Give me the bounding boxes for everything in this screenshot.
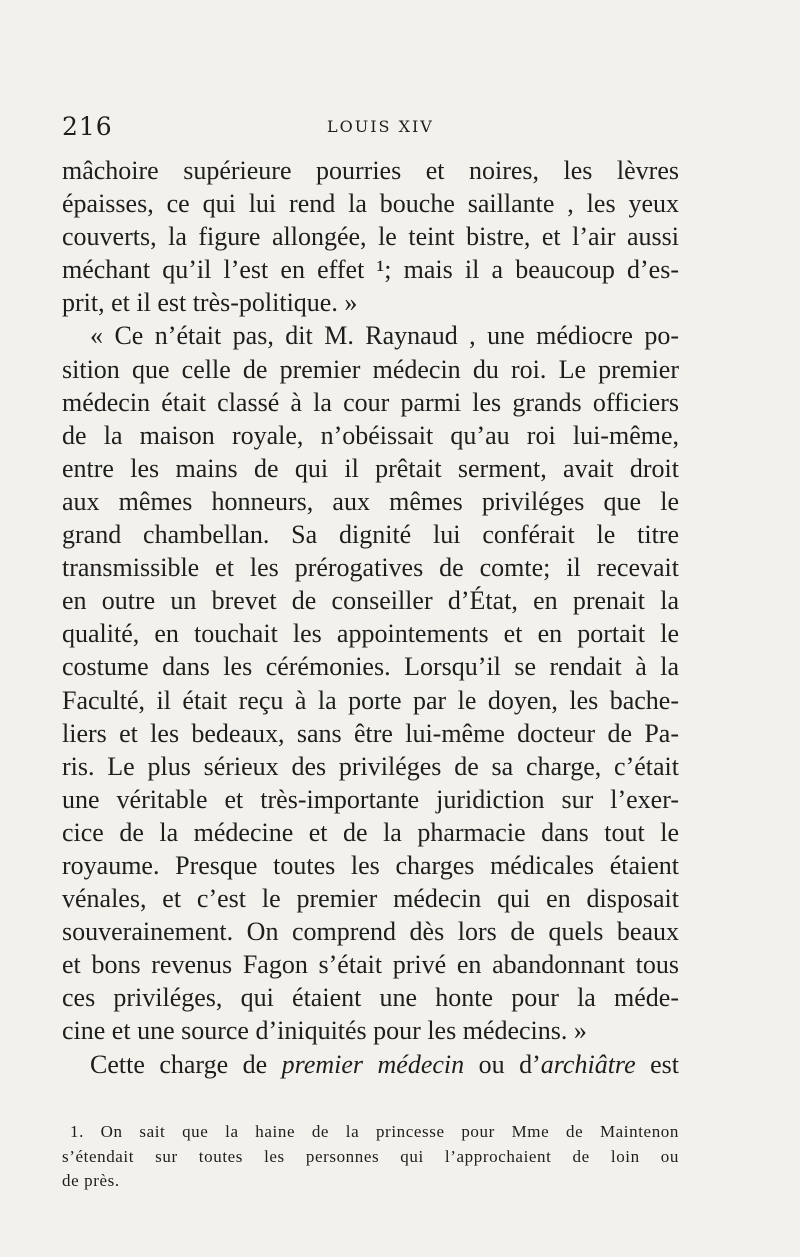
text-line: « Ce n’était pas, dit M. Raynaud , une médiocre po- [90,321,679,351]
footnote-line: s’étendait sur toutes les personnes qui l’approchaient de loin ou [62,1146,679,1166]
text-line: de la maison royale, n’obéissait qu’au roi lui-même, [62,420,679,450]
text-segment: Cette charge de [90,1049,282,1079]
text-line: cine et une source d’iniquités pour les médecins. » [62,1016,587,1046]
italic-term: premier médecin [281,1049,465,1079]
footnote-line: de près. [62,1171,120,1190]
body-text [62,154,679,1081]
text-line: vénales, et c’est le premier médecin qui en disposait [62,884,679,914]
page-number: 216 [62,112,113,141]
text-line: entre les mains de qui il prêtait serment, avait droit [62,453,679,483]
text-line: liers et les bedeaux, sans être lui-même docteur de Pa- [62,718,679,748]
text-line: souverainement. On comprend dès lors de quels beaux [62,917,679,947]
text-line: aux mêmes honneurs, aux mêmes priviléges que le [62,486,679,516]
text-line: mâchoire supérieure pourries et noires, les lèvres [62,156,679,185]
text-line: cice de la médecine et de la pharmacie dans tout le [62,817,679,847]
page-header [62,112,679,144]
text-line: ris. Le plus sérieux des priviléges de sa charge, c’était [62,751,679,781]
text-line: méchant qu’il l’est en effet ¹; mais il a beaucoup d’es- [62,255,679,285]
text-line: grand chambellan. Sa dignité lui conférait le titre [62,520,679,550]
text-line: costume dans les cérémonies. Lorsqu’il se rendait à la [62,652,679,682]
footnote-line: 1. On sait que la haine de la princesse pour Mme de Maintenon [70,1122,679,1141]
text-line: transmissible et les prérogatives de comte; il recevait [62,553,679,583]
text-line: couverts, la figure allongée, le teint bistre, et l’air aussi [62,222,679,252]
text-line: une véritable et très-importante juridiction sur l’exer- [62,784,679,814]
text-line: Faculté, il était reçu à la porte par le doyen, les bache- [62,685,679,715]
text-line: qualité, en touchait les appointements et en portait le [62,619,679,649]
text-line: prit, et il est très-politique. » [62,288,358,318]
text-line: sition que celle de premier médecin du roi. Le premier [62,354,679,384]
text-line: médecin était classé à la cour parmi les grands officiers [62,387,679,417]
text-line: ces priviléges, qui étaient une honte pour la méde- [62,983,679,1013]
running-head: LOUIS XIV [327,117,434,136]
text-line: épaisses, ce qui lui rend la bouche saillante , les yeux [62,189,679,219]
text-line: et bons revenus Fagon s’était privé en abandonnant tous [62,950,679,980]
text-line: en outre un brevet de conseiller d’État, en prenait la [62,586,679,616]
text-segment: ou d’ [464,1049,541,1079]
text-segment: est [635,1049,679,1079]
text-line: royaume. Presque toutes les charges médicales étaient [62,850,679,880]
italic-term: archiâtre [540,1049,636,1079]
footnote [62,1120,679,1194]
text-line-with-italics [62,1048,679,1081]
